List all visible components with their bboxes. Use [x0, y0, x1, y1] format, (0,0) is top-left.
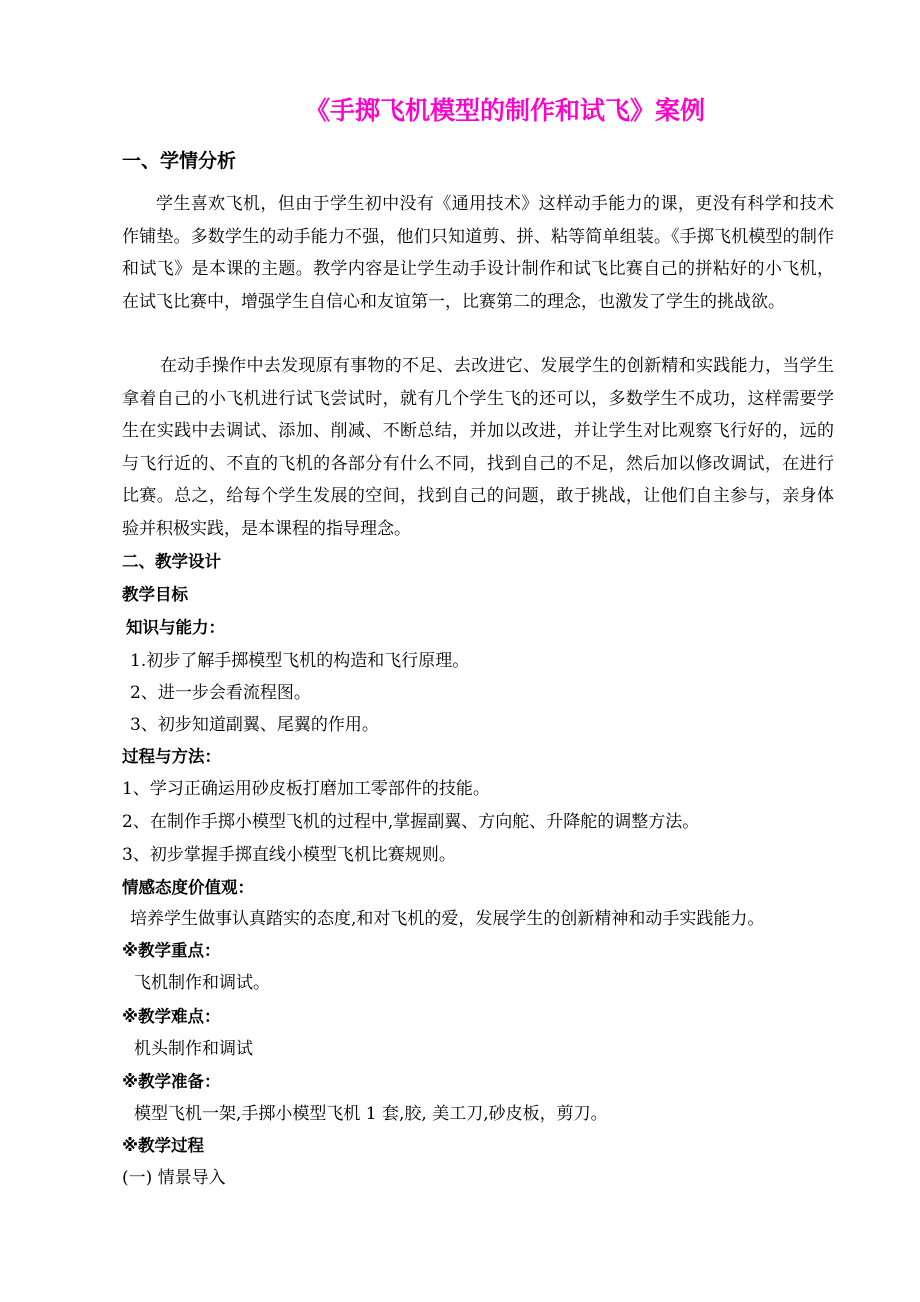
emotion-values-text: 培养学生做事认真踏实的态度,和对飞机的爱，发展学生的创新精神和动手实践能力。 [130, 909, 765, 929]
knowledge-item-2: 2、进一步会看流程图。 [130, 683, 311, 703]
document-title: 《手掷飞机模型的制作和试飞》案例 [304, 96, 705, 125]
paragraph-learning-analysis-1: 学生喜欢飞机，但由于学生初中没有《通用技术》这样动手能力的课，更没有科学和技术作铺垫。多数学生的动手能力不强，他们只知道剪、拼、粘等简单组装。《手掷飞机模型的制作和试飞》是本课的主题。教学内容是让学生动手设计制作和试飞比赛自己的拼粘好的小飞机，在试飞比赛中，增强学生自信心和友谊第一，比赛第二的理念，也激发了学生的挑战欲。 [122, 194, 834, 312]
subheading-teaching-process: ※教学过程 [122, 1136, 205, 1155]
teaching-preparation-text: 模型飞机一架,手掷小模型飞机 1 套,胶, 美工刀,砂皮板，剪刀。 [134, 1104, 608, 1124]
section-heading-learning-analysis: 一、学情分析 [122, 150, 237, 172]
knowledge-item-3: 3、初步知道副翼、尾翼的作用。 [130, 715, 379, 735]
subheading-teaching-difficulties: ※教学难点： [122, 1007, 221, 1026]
subheading-teaching-goals: 教学目标 [122, 585, 188, 604]
process-item-2: 2、在制作手掷小模型飞机的过程中,掌握副翼、方向舵、升降舵的调整方法。 [122, 812, 700, 832]
teaching-process-step-1: (一) 情景导入 [122, 1168, 226, 1188]
section-heading-teaching-design: 二、教学设计 [122, 552, 221, 571]
process-item-1: 1、学习正确运用砂皮板打磨加工零部件的技能。 [122, 779, 490, 799]
subheading-teaching-preparation: ※教学准备： [122, 1072, 221, 1091]
teaching-difficulties-text: 机头制作和调试 [134, 1039, 253, 1059]
process-item-3: 3、初步掌握手掷直线小模型飞机比赛规则。 [122, 845, 456, 865]
subheading-process-method: 过程与方法： [122, 747, 221, 766]
subheading-knowledge-ability: 知识与能力： [126, 618, 225, 637]
subheading-emotion-values: 情感态度价值观： [122, 878, 254, 897]
knowledge-item-1: 1.初步了解手掷模型飞机的构造和飞行原理。 [130, 651, 470, 671]
paragraph-learning-analysis-2: 在动手操作中去发现原有事物的不足、去改进它、发展学生的创新精和实践能力，当学生拿着自己的小飞机进行试飞尝试时，就有几个学生飞的还可以，多数学生不成功，这样需要学生在实践中去调试、添加、削减、不断总结，并加以改进，并让学生对比观察飞行好的，远的与飞行近的、不直的飞机的各部分有什么不同，找到自己的不足，然后加以修改调试，在进行比赛。总之，给每个学生发展的空间，找到自己的问题，敢于挑战，让他们自主参与，亲身体验并积极实践，是本课程的指导理念。 [122, 356, 834, 539]
subheading-teaching-key-points: ※教学重点： [122, 941, 221, 960]
teaching-key-points-text: 飞机制作和调试。 [134, 973, 270, 993]
